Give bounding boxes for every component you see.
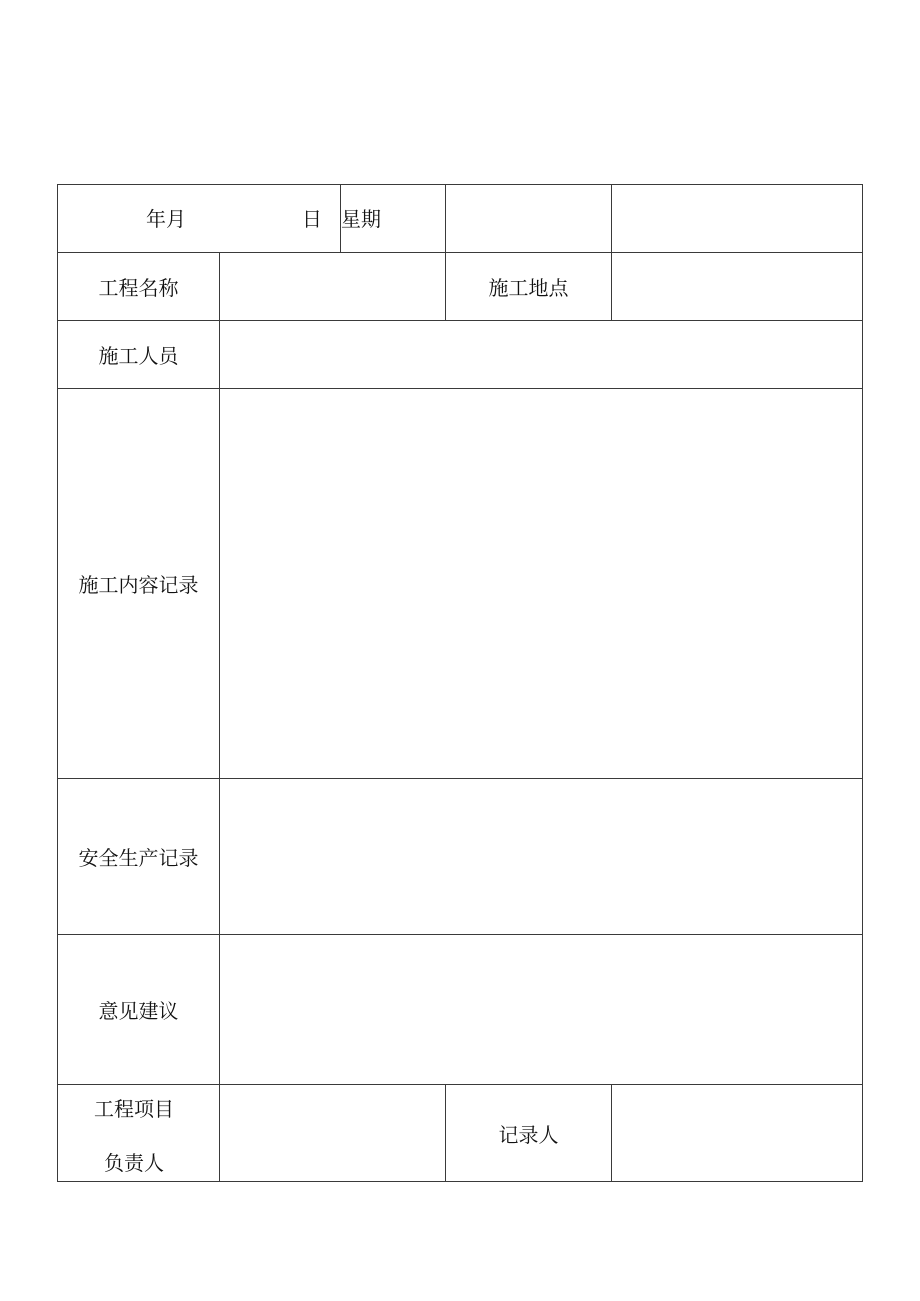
- advice-label: 意见建议: [98, 999, 179, 1023]
- content-label-cell: [57, 388, 220, 779]
- advice-field[interactable]: [219, 934, 863, 1085]
- staff-label: 施工人员: [98, 344, 179, 368]
- year-month-label: 年月: [146, 207, 186, 231]
- site-field[interactable]: [611, 252, 863, 321]
- recorder-label: 记录人: [498, 1122, 559, 1147]
- manager-field[interactable]: [219, 1084, 446, 1182]
- weekday-cell[interactable]: [340, 184, 446, 253]
- weekday-label: 星期: [341, 207, 381, 231]
- manager-label-cell: [57, 1084, 220, 1182]
- staff-field[interactable]: [219, 320, 863, 389]
- project-name-label: 工程名称: [98, 276, 179, 300]
- manager-label-line1: 工程项目: [94, 1097, 174, 1121]
- safety-label: 安全生产记录: [78, 846, 199, 870]
- staff-label-cell: [57, 320, 220, 389]
- weather-field[interactable]: [445, 184, 612, 253]
- manager-label-line2: 负责人: [104, 1151, 164, 1175]
- date-cell[interactable]: [57, 184, 341, 253]
- site-label-cell: [445, 252, 612, 321]
- recorder-label-cell: [445, 1084, 612, 1182]
- safety-label-cell: [57, 778, 220, 935]
- project-name-field[interactable]: [219, 252, 446, 321]
- recorder-field[interactable]: [611, 1084, 863, 1182]
- advice-label-cell: [57, 934, 220, 1085]
- site-label: 施工地点: [488, 276, 569, 300]
- content-field[interactable]: [219, 388, 863, 779]
- safety-field[interactable]: [219, 778, 863, 935]
- extra-field[interactable]: [611, 184, 863, 253]
- content-label: 施工内容记录: [78, 573, 199, 597]
- project-name-label-cell: [57, 252, 220, 321]
- day-label: 日: [302, 207, 322, 231]
